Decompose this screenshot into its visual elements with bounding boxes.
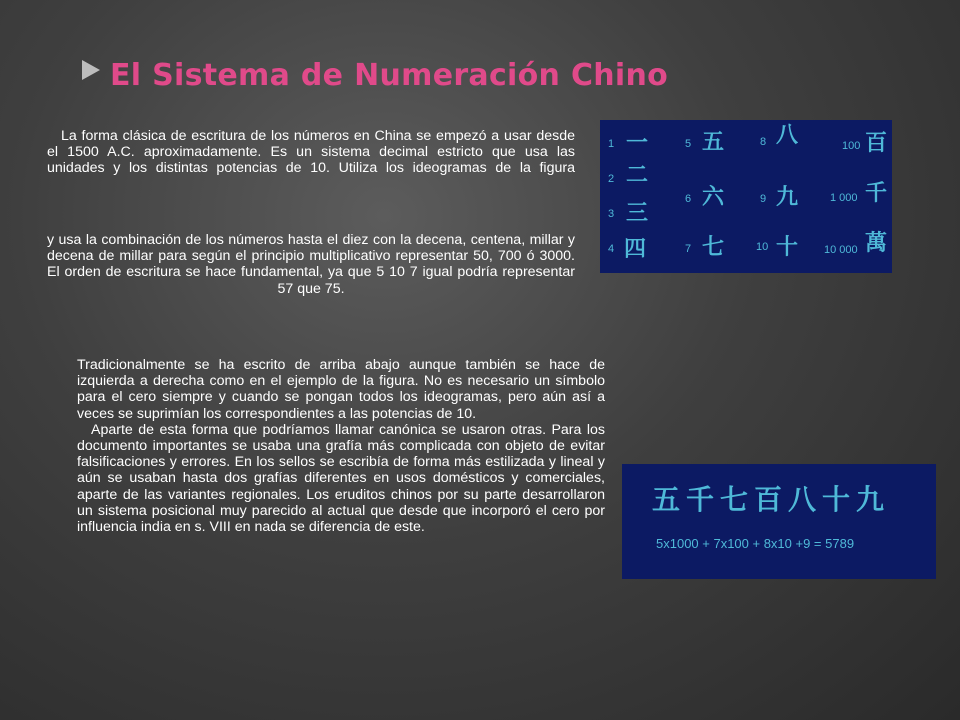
numeral-number: 2 [608,173,615,185]
paragraph-history [77,357,605,535]
numeral-number: 3 [608,208,615,220]
numeral-number: 1 [608,138,615,150]
numeral-glyph: 四 [624,236,647,262]
numeral-number: 7 [685,243,692,255]
numeral-number: 8 [760,136,767,148]
numeral-glyph: 三 [626,200,649,226]
paragraph-combination: y usa la combinación de los números hasta el diez con la decena, centena, millar y decena de millar para según el principio multiplicativo representar 50, 700 ó 3000. El orden de escritura se hace fundamental, ya que 5 10 7 igual podría representar 57 que 75. [47,232,575,297]
numeral-number: 10 000 [824,244,858,256]
title-arrow-icon [82,60,100,80]
numeral-glyph: 萬 [865,230,888,256]
example-figure [622,464,936,579]
paragraph-intro: La forma clásica de escritura de los números en China se empezó a usar desde el 1500 A.C. aproximadamente. Es un sistema decimal estricto que usa las unidades y los distintas potencias de 10. Utiliza los ideogramas de la figura [47,128,575,177]
slide-title: El Sistema de Numeración Chino [110,58,669,93]
example-glyph-sequence: 五千七百八十九 [652,483,891,516]
numeral-glyph: 千 [865,180,888,206]
numeral-glyph: 十 [776,234,799,260]
numeral-number: 100 [842,140,861,152]
numeral-glyph: 七 [702,234,725,260]
numeral-number: 6 [685,193,692,205]
numeral-glyph: 九 [776,184,799,210]
numeral-number: 4 [608,243,615,255]
numeral-number: 9 [760,193,767,205]
numeral-glyph: 六 [702,184,725,210]
numeral-glyph: 百 [865,130,888,156]
numerals-figure [600,120,892,273]
paragraph-variants: Aparte de esta forma que podríamos llamar canónica se usaron otras. Para los documento importantes se usaba una grafía más complicada con objeto de evitar falsificaciones y errores. En los sellos se escribía de forma más estilizada y lineal y aún se usaban hasta dos grafías diferentes en usos domésticos y comerciales, aparte de las variantes regionales. Los eruditos chinos por su parte desarrollaron un sistema posicional muy parecido al actual que desde que incorporó el cero por influencia india en s. VIII en nada se diferencia de este. [77,421,605,536]
numeral-glyph: 二 [626,162,649,188]
numeral-glyph: 八 [776,122,799,148]
numeral-glyph: 五 [702,129,725,155]
numeral-number: 5 [685,138,692,150]
numeral-number: 10 [756,241,769,253]
numeral-glyph: 一 [626,130,649,156]
numeral-number: 1 000 [830,192,858,204]
paragraph-writing-order: Tradicionalmente se ha escrito de arriba abajo aunque también se hace de izquierda a derecha como en el ejemplo de la figura. No es necesario un símbolo para el cero siempre y cuando se pongan todos los ideogramas, pero aún así a veces se suprimían los correspondientes a las potencias de 10. [77,357,605,422]
example-equation: 5x1000 + 7x100 + 8x10 +9 = 5789 [656,536,855,551]
